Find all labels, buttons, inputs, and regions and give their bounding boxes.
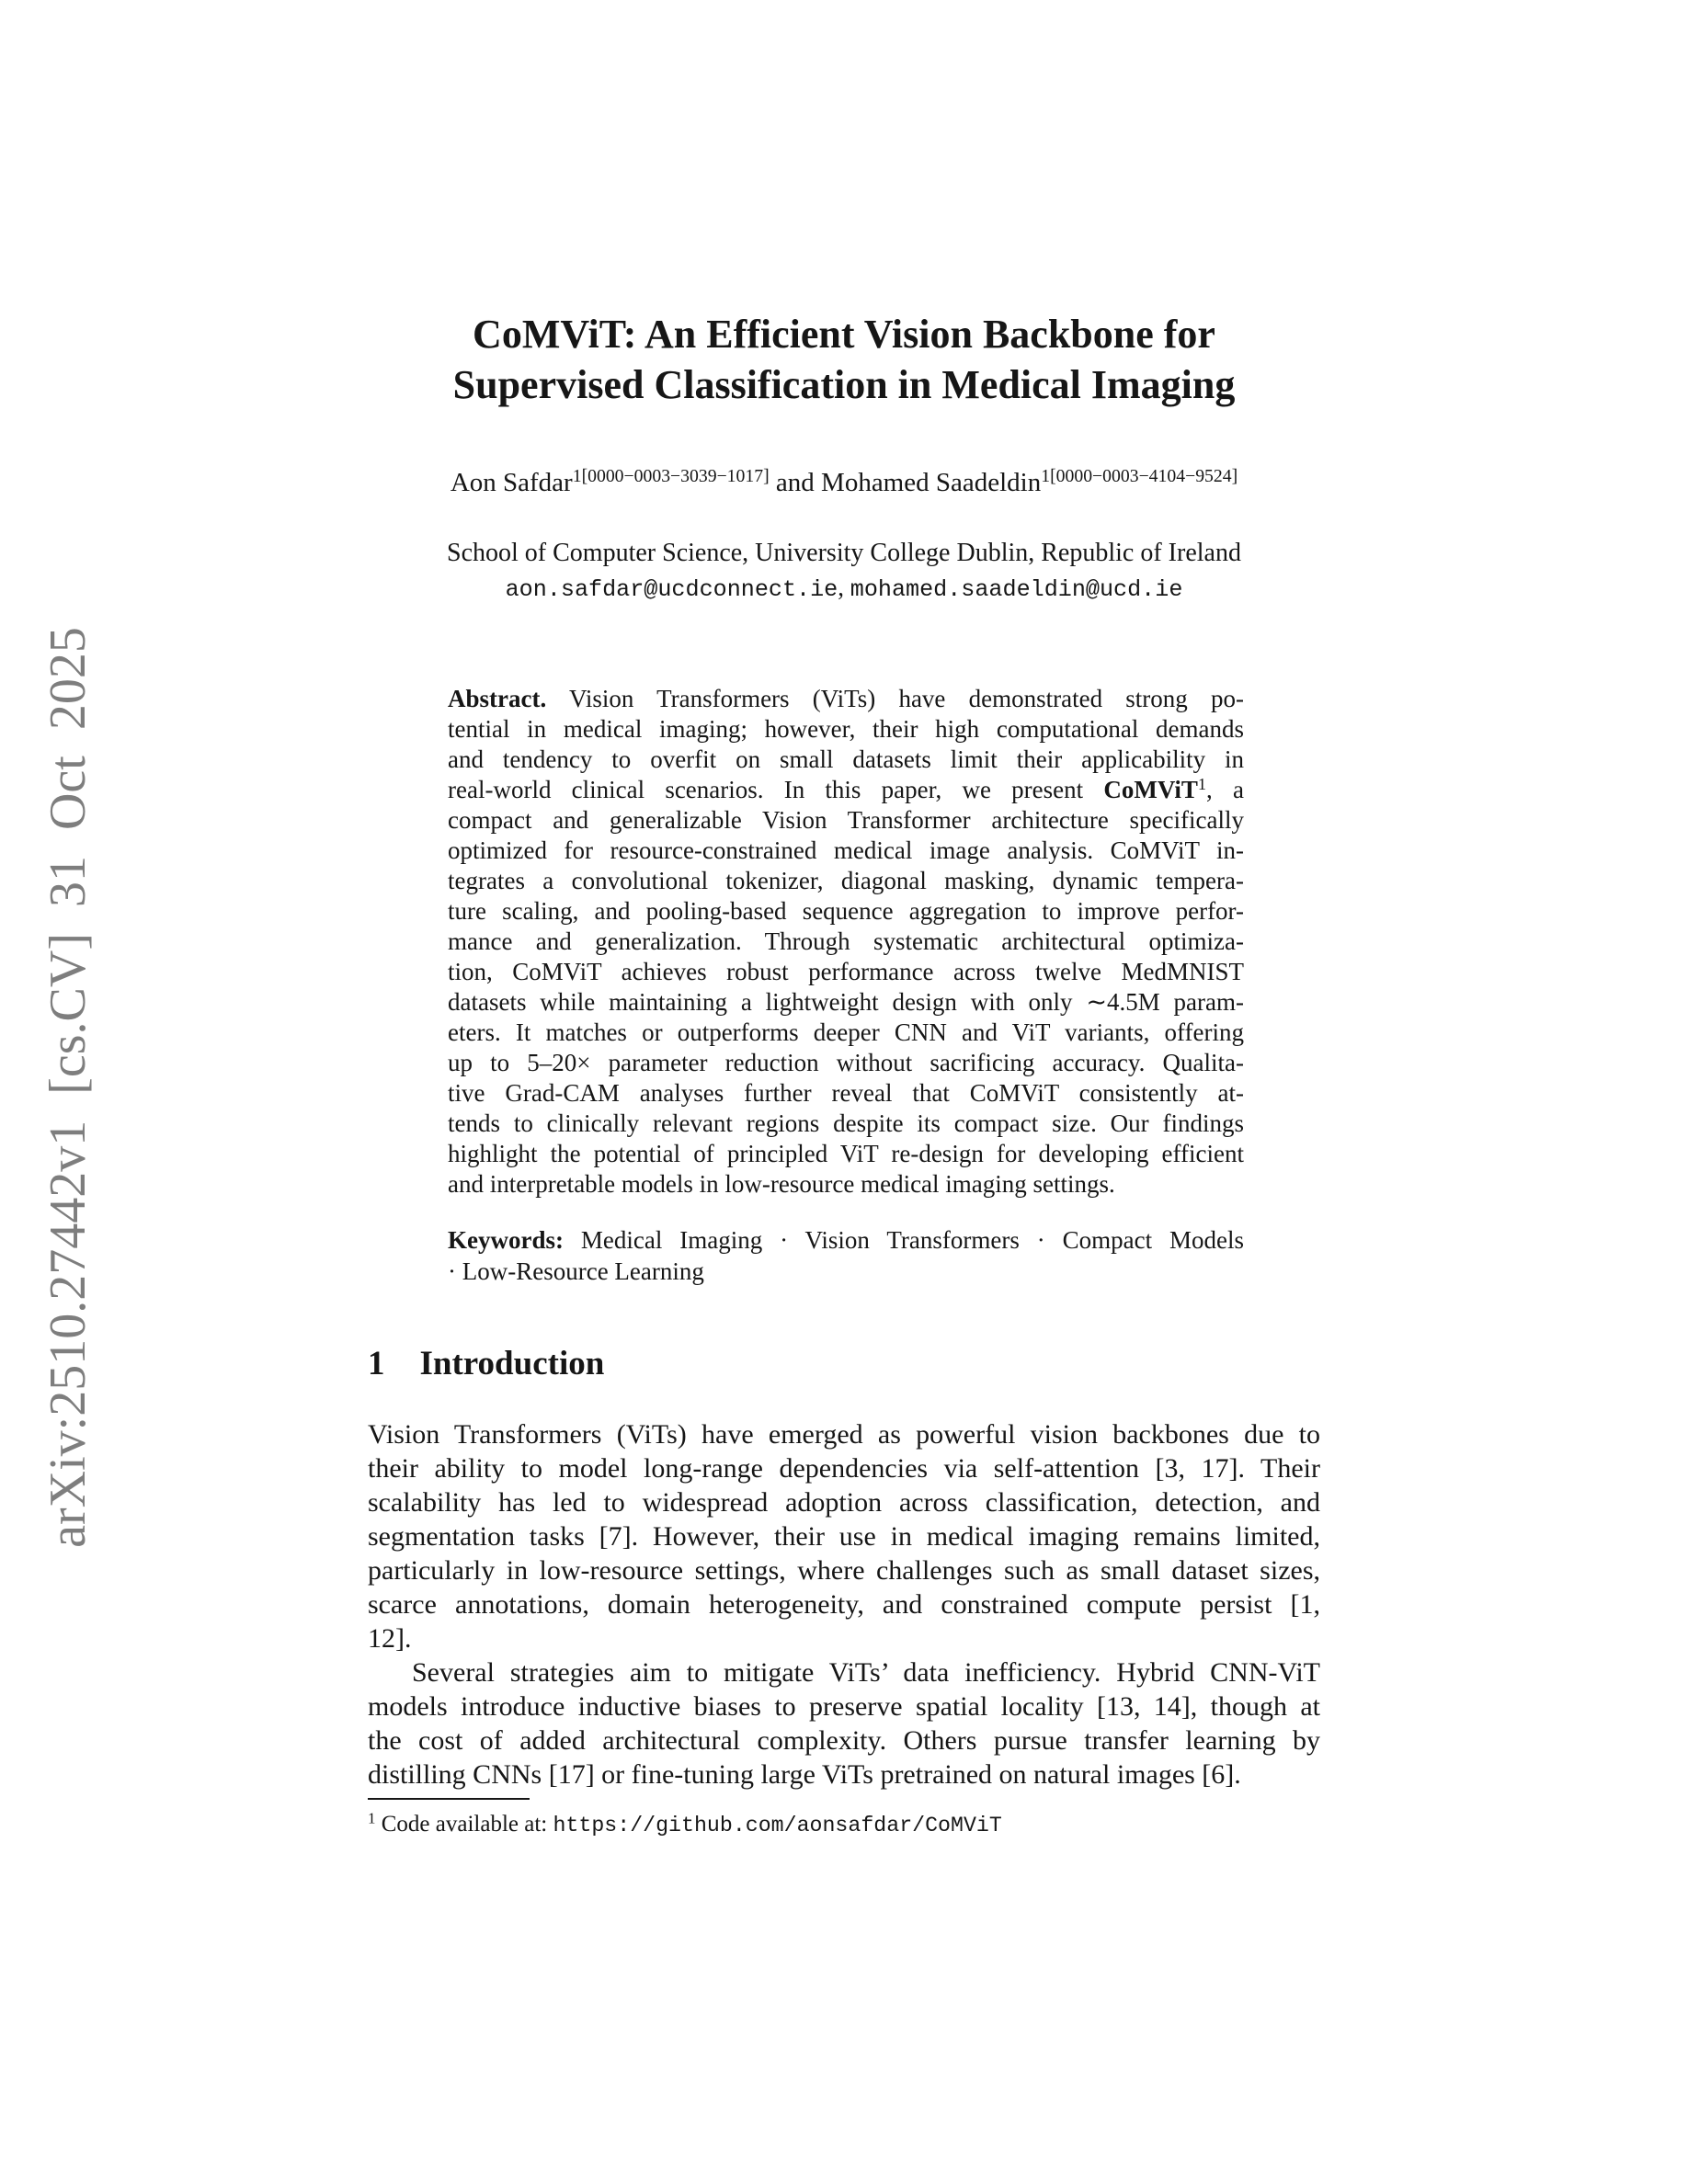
text-segment: the cost of added architectural complexity. Others pursue transfer learning by	[368, 1725, 1320, 1756]
text-line-content	[448, 805, 1244, 836]
text-segment: tion, CoMViT achieves robust performance across twelve MedMNIST	[448, 958, 1244, 985]
text-line	[368, 1553, 1320, 1587]
text-line-content	[448, 684, 1244, 714]
text-segment: Medical Imaging · Vision Transformers · Compact Models	[563, 1226, 1244, 1254]
text-line-content	[448, 1018, 1244, 1048]
text-line-content	[368, 1519, 1320, 1553]
text-line-content	[448, 1256, 704, 1287]
text-line	[448, 1256, 1244, 1287]
text-line-content	[368, 1553, 1320, 1587]
section-number: 1	[368, 1345, 385, 1382]
text-line-content	[448, 927, 1244, 957]
email-separator: ,	[838, 574, 850, 601]
text-line-content	[448, 1109, 1244, 1139]
text-line-content	[448, 1169, 1115, 1200]
text-line	[368, 1689, 1320, 1723]
model-name: CoMViT	[1103, 776, 1198, 803]
text-line-content	[368, 1723, 1320, 1757]
text-segment: their ability to model long-range dependencies via self-attention [3, 17]. Their	[368, 1453, 1320, 1484]
text-line	[448, 896, 1244, 927]
text-line	[448, 745, 1244, 775]
section-title: Introduction	[419, 1345, 605, 1382]
text-line	[448, 866, 1244, 896]
text-line-content	[448, 896, 1244, 927]
text-line-content	[368, 1417, 1320, 1451]
paper-title-line-1: CoMViT: An Efficient Vision Backbone for	[473, 312, 1215, 357]
text-segment: models introduce inductive biases to preserve spatial locality [13, 14], though at	[368, 1691, 1320, 1722]
abstract-block	[448, 684, 1244, 1200]
footnote	[368, 1811, 1320, 1839]
text-segment: Vision Transformers (ViTs) have demonstrated strong po-	[546, 685, 1244, 712]
text-line	[368, 1519, 1320, 1553]
footnote-ref-1: 1	[1197, 774, 1207, 793]
text-line-content	[448, 714, 1244, 745]
text-segment: · Low-Resource Learning	[448, 1257, 704, 1285]
text-line-content	[448, 1224, 1244, 1256]
text-segment: 12].	[368, 1623, 412, 1654]
text-segment: up to 5–20× parameter reduction without sacrificing accuracy. Qualita-	[448, 1049, 1244, 1076]
text-line	[368, 1485, 1320, 1519]
text-segment: datasets while maintaining a lightweight design with only ∼4.5M param-	[448, 988, 1244, 1016]
footnote-rule	[368, 1798, 530, 1800]
text-line	[448, 714, 1244, 745]
paper-title-line-2: Supervised Classification in Medical Imaging	[452, 362, 1236, 407]
text-segment: distilling CNNs [17] or fine-tuning large ViTs pretrained on natural images [6].	[368, 1759, 1241, 1790]
text-line	[448, 957, 1244, 987]
text-line-content	[448, 866, 1244, 896]
intro-paragraph-2	[368, 1655, 1320, 1792]
email-address-2: mohamed.saadeldin@ucd.ie	[850, 576, 1183, 603]
github-url[interactable]: https://github.com/aonsafdar/CoMViT	[553, 1814, 1002, 1837]
text-line-content	[448, 775, 1244, 805]
author-line	[368, 462, 1320, 503]
text-line-content	[448, 957, 1244, 987]
text-line-content	[448, 1078, 1244, 1109]
section-heading-introduction	[368, 1344, 1320, 1383]
text-line-content	[448, 1139, 1244, 1169]
text-line	[448, 927, 1244, 957]
text-line	[368, 1621, 1320, 1655]
text-line-content	[448, 1048, 1244, 1078]
text-segment: Several strategies aim to mitigate ViTs’ data inefficiency. Hybrid CNN-ViT	[412, 1657, 1320, 1688]
text-segment: compact and generalizable Vision Transformer architecture specifically	[448, 806, 1244, 834]
keywords-label: Keywords:	[448, 1226, 564, 1254]
text-line-content	[448, 745, 1244, 775]
paper-title	[368, 309, 1320, 410]
text-line-content	[368, 1485, 1320, 1519]
text-segment: highlight the potential of principled ViT re-design for developing efficient	[448, 1140, 1244, 1167]
text-segment: mance and generalization. Through systematic architectural optimiza-	[448, 927, 1244, 955]
abstract-label: Abstract.	[448, 685, 547, 712]
text-line	[448, 805, 1244, 836]
text-segment: Vision Transformers (ViTs) have emerged as powerful vision backbones due to	[368, 1419, 1320, 1450]
text-segment: real-world clinical scenarios. In this paper, we present	[448, 776, 1104, 803]
text-segment: segmentation tasks [7]. However, their use in medical imaging remains limited,	[368, 1521, 1320, 1552]
text-line	[448, 1224, 1244, 1256]
text-line-content	[368, 1587, 1320, 1621]
text-line	[368, 1587, 1320, 1621]
text-line-content	[368, 1451, 1320, 1485]
text-line	[368, 1757, 1320, 1792]
text-line	[448, 1018, 1244, 1048]
text-line	[448, 1078, 1244, 1109]
text-line	[448, 1169, 1244, 1200]
text-segment: scalability has led to widespread adoption across classification, detection, and	[368, 1487, 1320, 1518]
footnote-marker: 1	[368, 1809, 376, 1827]
text-line-content	[368, 1689, 1320, 1723]
text-line	[448, 775, 1244, 805]
text-line	[448, 684, 1244, 714]
text-line	[368, 1655, 1320, 1689]
text-segment: tends to clinically relevant regions despite its compact size. Our findings	[448, 1109, 1244, 1137]
text-line	[448, 1139, 1244, 1169]
text-segment: and interpretable models in low-resource medical imaging settings.	[448, 1170, 1115, 1198]
footnote-text: Code available at:	[375, 1812, 553, 1837]
text-segment: optimized for resource-constrained medical image analysis. CoMViT in-	[448, 836, 1244, 864]
text-line	[368, 1451, 1320, 1485]
affiliation-line: School of Computer Science, University College Dublin, Republic of Ireland	[447, 539, 1241, 567]
text-line	[368, 1723, 1320, 1757]
text-line	[448, 836, 1244, 866]
text-segment: particularly in low-resource settings, where challenges such as small dataset sizes,	[368, 1555, 1320, 1586]
author-name-2: and Mohamed Saadeldin	[769, 468, 1042, 497]
text-line-content	[412, 1655, 1320, 1689]
text-segment: eters. It matches or outperforms deeper CNN and ViT variants, offering	[448, 1018, 1244, 1046]
text-line	[448, 1109, 1244, 1139]
email-line	[368, 574, 1320, 603]
email-address-1: aon.safdar@ucdconnect.ie	[505, 576, 838, 603]
text-line-content	[448, 836, 1244, 866]
text-segment: tive Grad-CAM analyses further reveal that CoMViT consistently at-	[448, 1079, 1244, 1107]
keywords-block	[448, 1224, 1244, 1287]
text-line-content	[368, 1757, 1241, 1792]
text-segment: scarce annotations, domain heterogeneity, and constrained compute persist [1,	[368, 1589, 1320, 1620]
text-segment: and tendency to overfit on small datasets limit their applicability in	[448, 745, 1244, 773]
text-segment: tegrates a convolutional tokenizer, diagonal masking, dynamic tempera-	[448, 867, 1244, 894]
text-line	[368, 1417, 1320, 1451]
text-line-content	[448, 987, 1244, 1018]
text-segment: ture scaling, and pooling-based sequence aggregation to improve perfor-	[448, 897, 1244, 925]
arxiv-watermark: arXiv:2510.27442v1 [cs.CV] 31 Oct 2025	[40, 627, 97, 1548]
text-line	[448, 987, 1244, 1018]
text-line-content	[368, 1621, 412, 1655]
author-orcid-1: 1[0000−0003−3039−1017]	[572, 466, 770, 487]
intro-paragraph-1	[368, 1417, 1320, 1655]
text-line	[448, 1048, 1244, 1078]
text-segment: tential in medical imaging; however, their high computational demands	[448, 715, 1244, 743]
text-segment: , a	[1206, 776, 1244, 803]
author-name-1: Aon Safdar	[450, 468, 573, 497]
author-orcid-2: 1[0000−0003−4104−9524]	[1041, 466, 1238, 487]
